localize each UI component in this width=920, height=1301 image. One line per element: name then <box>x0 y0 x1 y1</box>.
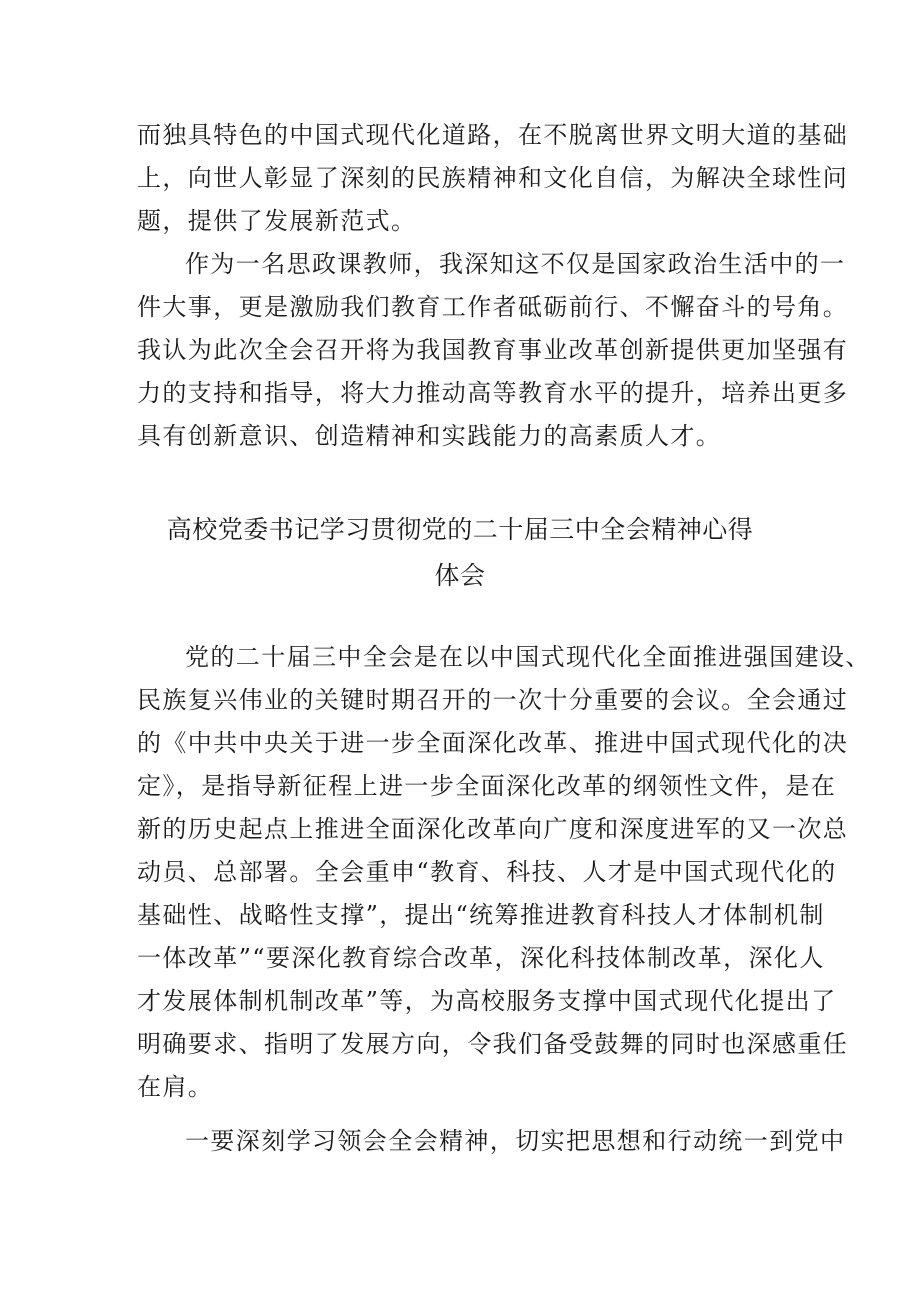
text-line: 作为一名思政课教师，我深知这不仅是国家政治生活中的一 <box>185 250 846 278</box>
paragraph-continuation <box>137 114 849 243</box>
text-line: 党的二十届三中全会是在以中国式现代化全面推进强国建设、 <box>185 643 871 671</box>
text-line: 定》，是指导新征程上进一步全面深化改革的纲领性文件，是在 <box>137 772 837 800</box>
text-line: 才发展体制机制改革”等，为高校服务支撑中国式现代化提出了 <box>137 987 837 1015</box>
text-line: 一体改革”“要深化教育综合改革，深化科技体制改革，深化人 <box>137 944 825 972</box>
text-line: 我认为此次全会召开将为我国教育事业改革创新提供更加坚强有 <box>137 336 849 364</box>
paragraph-plenary-intro <box>137 636 871 1109</box>
text-line: 的《中共中央关于进一步全面深化改革、推进中国式现代化的决 <box>137 729 849 757</box>
text-line: 民族复兴伟业的关键时期召开的一次十分重要的会议。全会通过 <box>137 686 849 714</box>
article-title-line-1: 高校党委书记学习贯彻党的二十届三中全会精神心得 <box>166 515 754 544</box>
paragraph-teacher-view <box>137 243 849 458</box>
text-line: 题，提供了发展新范式。 <box>137 207 417 235</box>
text-line: 具有创新意识、创造精神和实践能力的高素质人才。 <box>137 422 722 450</box>
paragraph-first-point <box>137 1120 846 1163</box>
text-line: 力的支持和指导，将大力推动高等教育水平的提升，培养出更多 <box>137 379 849 407</box>
text-line: 明确要求、指明了发展方向，令我们备受鼓舞的同时也深感重任 <box>137 1030 849 1058</box>
text-line: 动员、总部署。全会重申“教育、科技、人才是中国式现代化的 <box>137 858 837 886</box>
article-title <box>0 507 920 599</box>
text-line: 在肩。 <box>137 1073 214 1101</box>
text-line: 而独具特色的中国式现代化道路，在不脱离世界文明大道的基础 <box>137 121 849 149</box>
article-title-line-2: 体会 <box>434 561 486 590</box>
text-line: 件大事，更是激励我们教育工作者砥砺前行、不懈奋斗的号角。 <box>137 293 849 321</box>
text-line: 一要深刻学习领会全会精神，切实把思想和行动统一到党中 <box>185 1127 846 1155</box>
text-line: 新的历史起点上推进全面深化改革向广度和深度进军的又一次总 <box>137 815 849 843</box>
text-line: 上，向世人彰显了深刻的民族精神和文化自信，为解决全球性问 <box>137 164 849 192</box>
text-line: 基础性、战略性支撑”，提出“统筹推进教育科技人才体制机制 <box>137 901 825 929</box>
